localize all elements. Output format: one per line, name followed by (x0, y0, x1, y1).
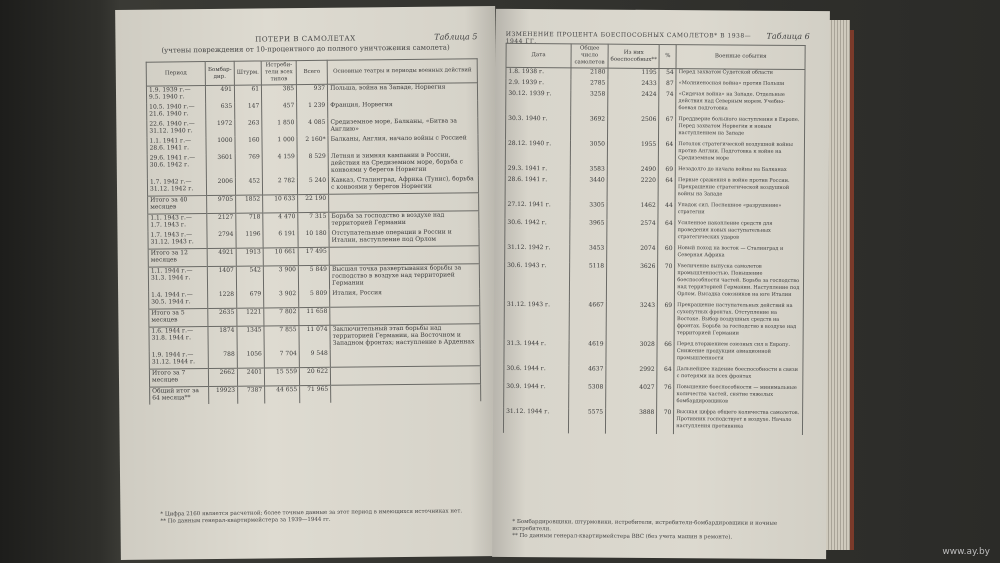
value-cell: 64 (658, 220, 675, 245)
value-cell: 2992 (606, 366, 657, 384)
value-cell: 64 (657, 366, 674, 384)
period-cell: 1.6. 1944 г.— 31.8. 1944 г. (149, 327, 208, 352)
value-cell: 7 855 (264, 326, 299, 351)
value-cell: 1 850 (262, 119, 297, 136)
event-cell: Балканы, Англия, начало войны с Россией (328, 134, 478, 153)
value-cell: 2785 (571, 79, 608, 90)
value-cell: 11 074 (299, 325, 330, 350)
event-cell: Повышение боеспособности — минимальные количества частей, снятие тяжелых бомбардировщиков (674, 384, 803, 410)
value-cell: 3965 (570, 219, 607, 244)
event-cell (330, 348, 480, 367)
value-cell: 20 622 (299, 367, 330, 385)
table-row (504, 383, 803, 410)
col-header: Штурм. (234, 61, 261, 85)
event-cell: Высшая точка развертывания борьбы за господство в воздухе над территорией Германии (329, 264, 479, 290)
value-cell: 7 315 (298, 212, 329, 230)
table-row (505, 176, 804, 203)
event-cell: Потолок стратегической воздушной войны против Англии. Подготовка к войне на Средиземном море (676, 141, 805, 167)
value-cell: 22 190 (298, 194, 329, 212)
value-cell: 1000 (206, 137, 235, 154)
date-cell: 27.12. 1941 г. (505, 201, 570, 219)
value-cell: 1852 (236, 195, 263, 213)
value-cell: 44 655 (265, 386, 300, 404)
value-cell: 11 658 (299, 307, 330, 325)
value-cell: 2 782 (263, 177, 298, 195)
date-cell: 31.12. 1944 г. (503, 408, 568, 433)
value-cell: 160 (235, 136, 262, 153)
value-cell: 4921 (207, 248, 236, 266)
value-cell: 3028 (606, 341, 657, 366)
col-header: Истреби-тели всех типов (261, 61, 296, 85)
left-page (115, 6, 501, 560)
value-cell: 679 (237, 290, 264, 308)
value-cell: 147 (235, 102, 262, 119)
value-cell: 3440 (570, 176, 607, 201)
page-edges (826, 20, 850, 550)
event-cell (330, 366, 480, 386)
value-cell: 3258 (571, 90, 608, 115)
value-cell: 457 (262, 102, 297, 119)
table-row (149, 324, 480, 352)
value-cell: 70 (658, 263, 675, 302)
event-cell: Летняя и зимняя кампании в России, действия на Средиземном море, борьба с конвоями у берегов Норвегии (328, 151, 478, 177)
value-cell: 491 (205, 85, 234, 103)
value-cell: 3692 (571, 115, 608, 140)
value-cell: 3305 (570, 201, 607, 219)
value-cell: 1221 (237, 308, 264, 326)
value-cell: 61 (234, 85, 261, 103)
value-cell: 3 900 (263, 266, 298, 291)
value-cell: 2401 (237, 368, 264, 386)
date-cell: 29.3. 1941 г. (505, 165, 570, 176)
event-cell (330, 306, 480, 326)
period-cell: 1.1. 1941 г.— 28.6. 1941 г. (147, 137, 206, 155)
value-cell: 44 (658, 202, 675, 220)
col-header: Общее число самолетов (571, 44, 608, 68)
date-cell: 30.9. 1944 г. (504, 383, 569, 408)
value-cell: 635 (206, 103, 235, 120)
value-cell: 2220 (607, 177, 658, 202)
value-cell: 7 802 (264, 308, 299, 326)
date-cell: 31.3. 1944 г. (504, 340, 569, 365)
value-cell: 64 (659, 141, 676, 166)
footnote: * Бомбардировщики, штурмовики, истребители, истребители-бомбардировщики и ночные истребители. (512, 518, 778, 533)
value-cell: 3050 (570, 140, 607, 165)
table-row (504, 262, 803, 303)
value-cell: 1407 (207, 266, 236, 291)
table-row (506, 115, 805, 142)
value-cell: 1874 (208, 326, 237, 351)
date-cell: 28.6. 1941 г. (505, 176, 570, 201)
value-cell: 66 (657, 341, 674, 366)
value-cell: 4 470 (263, 213, 298, 231)
table-row (506, 90, 805, 117)
table-row (150, 384, 481, 405)
value-cell: 2794 (207, 231, 236, 249)
event-cell: Борьба за господство в воздухе над территорией Германии (329, 211, 479, 230)
table-row (504, 340, 803, 367)
value-cell: 1228 (208, 291, 237, 309)
table-label: Таблица 5 (434, 32, 478, 42)
value-cell: 71 965 (300, 385, 331, 403)
date-cell: 30.6. 1943 г. (504, 262, 569, 301)
table-label: Таблица 6 (766, 31, 810, 42)
footnote: * Цифра 2160 является расчетной; более точные данные за этот период в имеющихся источниках нет. (160, 508, 463, 518)
date-cell: 31.12. 1942 г. (505, 244, 570, 262)
table-row (147, 151, 478, 178)
date-cell: 30.3. 1940 г. (506, 115, 571, 140)
value-cell: 4 085 (297, 119, 328, 136)
value-cell: 3626 (606, 263, 658, 302)
value-cell: 2006 (206, 178, 235, 196)
value-cell: 1345 (237, 326, 264, 351)
value-cell: 3243 (606, 302, 658, 341)
event-cell: Польша, война на Западе, Норвегия (328, 83, 478, 102)
watermark: www.ay.by (942, 547, 990, 557)
event-cell: Прекращение наступательных действий на сухопутных фронтах. Отступление на Востоке. Выбор воздушных средств на фронтах. Борьба за господство в воздухе над территорией Германии (674, 302, 803, 342)
col-header: Период (146, 62, 205, 87)
period-cell: Итого за 5 месяцев (149, 309, 208, 328)
event-cell: Усиленное накопление средств для проведения новых наступательных стратегических ударов (675, 220, 804, 246)
event-cell: «Молниеносная война» против Польши (676, 80, 805, 92)
table-row (504, 365, 803, 385)
footnote: ** По данным генерал-квартирмейстера ВВС (без учета машин в ремонте). (512, 532, 733, 541)
losses-table (146, 58, 482, 404)
value-cell: 67 (659, 116, 676, 141)
value-cell: 4027 (606, 384, 657, 409)
event-cell: Незадолго до начала войны на Балканах (676, 166, 805, 178)
table-row (148, 264, 479, 292)
value-cell: 9 548 (299, 350, 330, 368)
date-cell: 30.12. 1939 г. (506, 90, 571, 115)
value-cell: 1972 (206, 120, 235, 137)
value-cell: 3888 (605, 409, 656, 434)
value-cell: 5 809 (299, 290, 330, 308)
event-cell (329, 193, 479, 213)
value-cell: 74 (659, 91, 676, 116)
value-cell: 2424 (608, 91, 659, 116)
value-cell: 8 529 (297, 153, 328, 177)
period-cell: Итого за 7 месяцев (149, 369, 208, 388)
period-cell: 22.6. 1940 г.— 31.12. 1940 г. (147, 120, 206, 138)
value-cell: 70 (657, 409, 674, 434)
page-subtitle: (учтены повреждения от 10-процентного до полного уничтожения самолета) (161, 43, 450, 55)
value-cell: 2180 (571, 68, 608, 80)
col-header: Бомбар-дир. (205, 61, 234, 85)
table-row (505, 140, 804, 167)
period-cell: 1.4. 1944 г.— 30.5. 1944 г. (149, 291, 208, 309)
value-cell: 3453 (570, 244, 607, 262)
date-cell: 28.12. 1940 г. (505, 140, 570, 165)
value-cell: 10 661 (263, 248, 298, 266)
value-cell: 5 849 (298, 265, 329, 290)
event-cell: Перед захватом Судетской области (676, 69, 805, 81)
table-row (503, 408, 802, 435)
value-cell: 769 (235, 153, 262, 177)
event-cell: Отступательные операции в России и Италии, наступление под Орлом (329, 228, 479, 247)
period-cell: 1.9. 1944 г.— 31.12. 1944 г. (149, 351, 208, 369)
date-cell: 31.12. 1943 г. (504, 301, 569, 340)
value-cell: 4 159 (262, 153, 297, 177)
value-cell: 7387 (238, 386, 265, 404)
readiness-table (503, 43, 806, 435)
period-cell: Общий итог за 64 месяца** (150, 387, 209, 405)
value-cell: 54 (659, 68, 676, 80)
event-cell: Преддверие большого наступления в Европе. Перед захватом Норвегии и новым наступлением на Западе (676, 116, 805, 142)
footnote: ** По данным генерал-квартирмейстера за 1939—1944 гг. (160, 516, 331, 525)
event-cell: Перед вторжением союзных сил в Европу. Снижение продукции авиационной промышленности (674, 341, 803, 367)
col-header: % (659, 44, 676, 68)
table-row (505, 219, 804, 246)
event-cell: Упадок сил. Поспешное «разрушение» стратегии (675, 202, 804, 221)
page-title: ПОТЕРИ В САМОЛЕТАХ (255, 34, 356, 44)
value-cell: 5 240 (297, 177, 328, 195)
event-cell: Кавказ, Сталинград, Африка (Тунис), борьба с конвоями у берегов Норвегии (328, 175, 478, 194)
value-cell: 7 704 (264, 350, 299, 368)
value-cell: 452 (235, 177, 262, 195)
col-header: Военные события (676, 45, 805, 70)
date-cell: 1.8. 1938 г. (506, 67, 571, 79)
value-cell: 542 (236, 266, 263, 291)
value-cell: 19923 (209, 386, 238, 404)
value-cell: 788 (208, 351, 237, 369)
event-cell: Новый поход на восток — Сталинград и Северная Африка (675, 245, 804, 264)
event-cell: Италия, Россия (330, 288, 480, 307)
value-cell: 10 633 (263, 195, 298, 213)
col-header: Всего (296, 60, 327, 84)
table-row (505, 244, 804, 264)
event-cell: Франция, Норвегия (328, 100, 478, 119)
value-cell: 4667 (569, 301, 606, 340)
value-cell: 263 (235, 119, 262, 136)
value-cell: 718 (236, 213, 263, 231)
value-cell: 937 (297, 84, 328, 102)
value-cell: 76 (657, 384, 674, 409)
value-cell: 4619 (569, 340, 606, 365)
value-cell: 9705 (207, 195, 236, 213)
event-cell: Высшая цифра общего количества самолетов. Противник господствует в воздухе. Начало наступления противника (674, 409, 803, 435)
value-cell: 5308 (569, 383, 606, 408)
value-cell: 1 000 (262, 136, 297, 153)
value-cell: 6 191 (263, 230, 298, 248)
value-cell: 1913 (236, 248, 263, 266)
value-cell: 10 180 (298, 230, 329, 248)
value-cell: 2662 (208, 368, 237, 386)
value-cell: 2127 (207, 213, 236, 231)
col-header: Основные театры и периоды военных действий (327, 59, 477, 85)
event-cell (329, 246, 479, 266)
period-cell: Итого за 40 месяцев (148, 196, 207, 215)
value-cell: 3583 (570, 165, 607, 176)
event-cell (331, 384, 481, 403)
col-header: Дата (506, 43, 571, 67)
period-cell: 1.1. 1943 г.— 1.7. 1943 г. (148, 214, 207, 232)
value-cell: 1462 (607, 202, 658, 220)
value-cell: 3601 (206, 154, 235, 178)
period-cell: 10.5. 1940 г.— 21.6. 1940 г. (147, 103, 206, 121)
value-cell: 1056 (237, 350, 264, 368)
period-cell: 1.9. 1939 г.— 9.5. 1940 г. (146, 86, 205, 104)
event-cell: Первые сражения в войне против России. Прекращение стратегической воздушной войны на Западе (675, 177, 804, 203)
period-cell: 29.6. 1941 г.— 30.6. 1942 г. (147, 154, 206, 179)
value-cell: 64 (658, 177, 675, 202)
value-cell: 5575 (568, 408, 605, 433)
col-header: Из них боеспособных** (608, 44, 659, 68)
event-cell: Заключительный этап борьбы над территорией Германии, на Восточном и Западном фронтах; наступление в Арденнах (330, 324, 480, 350)
value-cell: 1195 (608, 68, 659, 80)
value-cell: 5118 (569, 262, 606, 301)
date-cell: 30.6. 1942 г. (505, 219, 570, 244)
event-cell: Дальнейшее падение боеспособности в связи с потерями на всех фронтах (674, 366, 803, 385)
event-cell: Средиземное море, Балканы, «Битва за Англию» (328, 117, 478, 136)
event-cell: Увеличение выпуска самолетов промышленностью. Повышение боеспособности частей. Борьба за господство над территорией Германии. Наступление под Орлом. Высадка союзников на юге Италии (675, 263, 804, 303)
table-row (504, 301, 803, 342)
date-cell: 2.9. 1939 г. (506, 79, 571, 90)
page-title: ИЗМЕНЕНИЕ ПРОЦЕНТА БОЕСПОСОБНЫХ САМОЛЕТОВ* В 1938—1944 ГГ. (505, 30, 752, 46)
period-cell: 1.7. 1943 г.— 31.12. 1943 г. (148, 231, 207, 249)
table-row (505, 201, 804, 221)
value-cell: 2433 (608, 80, 659, 91)
value-cell: 15 559 (264, 368, 299, 386)
value-cell: 1196 (236, 230, 263, 248)
event-cell: «Сидячая война» на Западе. Отдельные действия над Северным морем. Учебно-боевая подготовка (676, 91, 805, 117)
period-cell: 1.1. 1944 г.— 31.3. 1944 г. (148, 267, 207, 292)
period-cell: 1.7. 1942 г.— 31.12. 1942 г. (147, 178, 206, 196)
value-cell: 60 (658, 245, 675, 263)
period-cell: Итого за 12 месяцев (148, 249, 207, 268)
value-cell: 69 (659, 166, 676, 177)
value-cell: 4637 (569, 365, 606, 383)
value-cell: 385 (262, 85, 297, 103)
value-cell: 2574 (607, 220, 658, 245)
value-cell: 17 495 (298, 247, 329, 265)
value-cell: 87 (659, 80, 676, 91)
value-cell: 2506 (607, 116, 658, 141)
value-cell: 2635 (208, 308, 237, 326)
value-cell: 3 902 (264, 290, 299, 308)
right-page (492, 9, 830, 559)
date-cell: 30.6. 1944 г. (504, 365, 569, 383)
value-cell: 2490 (607, 166, 658, 177)
value-cell: 1 239 (297, 102, 328, 119)
value-cell: 2074 (607, 245, 658, 263)
value-cell: 2 160* (297, 136, 328, 153)
value-cell: 1955 (607, 141, 658, 166)
value-cell: 69 (657, 302, 674, 341)
